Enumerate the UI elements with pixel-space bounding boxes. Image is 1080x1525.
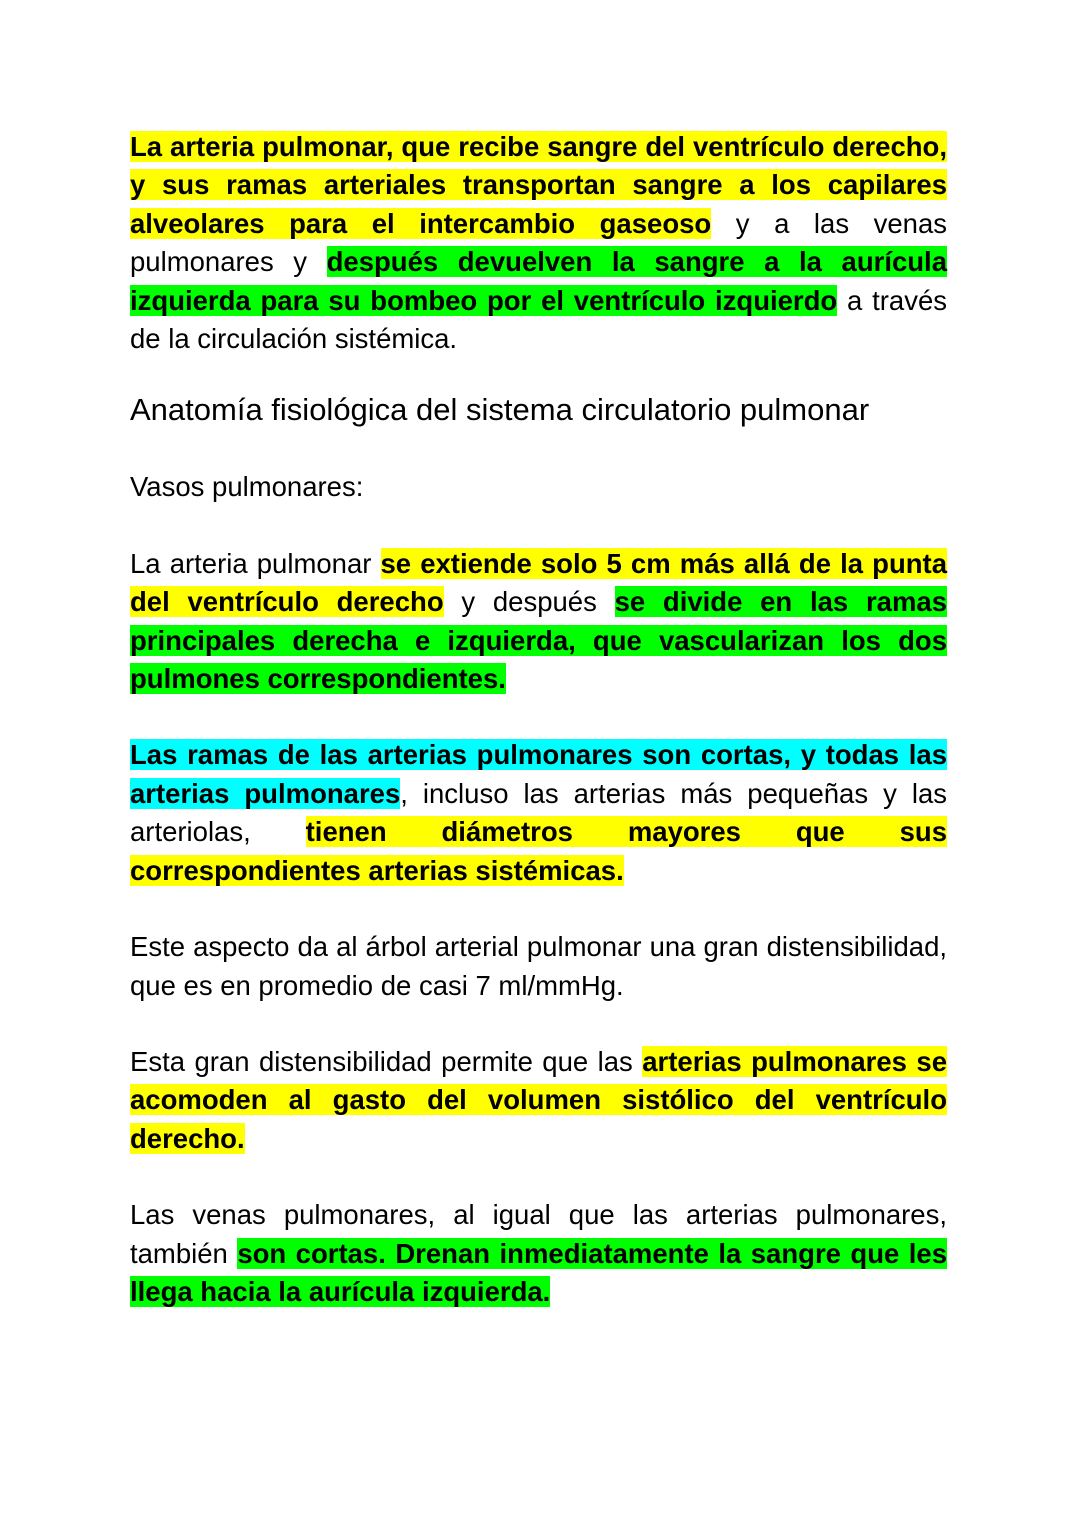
section-heading: Anatomía fisiológica del sistema circulatorio pulmonar [130,392,870,428]
highlight-green: son cortas. Drenan inmediatamente la sangre que les llega hacia la aurícula izquierda. [130,1237,947,1307]
paragraph-pulmonary-artery-extent [130,545,947,699]
highlight-green: después devuelven la sangre a la aurícula izquierda para su bombeo por el ventrículo izquierdo [130,246,947,316]
subheading-pulmonary-vessels: Vasos pulmonares: [130,471,364,503]
highlight-yellow: tienen diámetros mayores que sus correspondientes arterias sistémicas. [130,816,947,886]
paragraph-distensibility [130,928,947,1005]
plain-text: , incluso las arterias más pequeñas y las arteriolas, [130,777,947,848]
highlight-yellow: La arteria pulmonar, que recibe sangre del ventrículo derecho, y sus ramas arteriales transportan sangre a los capilares alveolares para el intercambio gaseoso [130,131,947,239]
paragraph-pulmonary-veins [130,1196,947,1311]
document-page [130,128,947,1311]
plain-text: La arteria pulmonar [130,547,381,579]
highlight-yellow: se extiende solo 5 cm más allá de la punta del ventrículo derecho [130,547,947,618]
highlight-cyan: Las ramas de las arterias pulmonares son cortas, y todas las arterias pulmonares [130,739,947,809]
highlight-green: se divide en las ramas principales derecha e izquierda, que vascularizan los dos pulmones correspondientes. [130,586,947,695]
plain-text: y a las venas pulmonares y [130,207,947,278]
paragraph-stroke-volume [130,1043,947,1158]
highlight-yellow: arterias pulmonares se acomoden al gasto del volumen sistólico del ventrículo derecho. [130,1045,947,1154]
plain-text: Este aspecto da al árbol arterial pulmonar una gran distensibilidad, que es en promedio de casi 7 ml/mmHg. [130,931,947,1001]
paragraph-pulmonary-artery-intro [130,128,947,358]
plain-text: Las venas pulmonares, al igual que las arterias pulmonares, también [130,1199,947,1269]
plain-text: y después [443,586,615,618]
plain-text: a través de la circulación sistémica. [130,284,947,355]
paragraph-artery-branches [130,736,947,890]
plain-text: Esta gran distensibilidad permite que las [130,1045,643,1077]
